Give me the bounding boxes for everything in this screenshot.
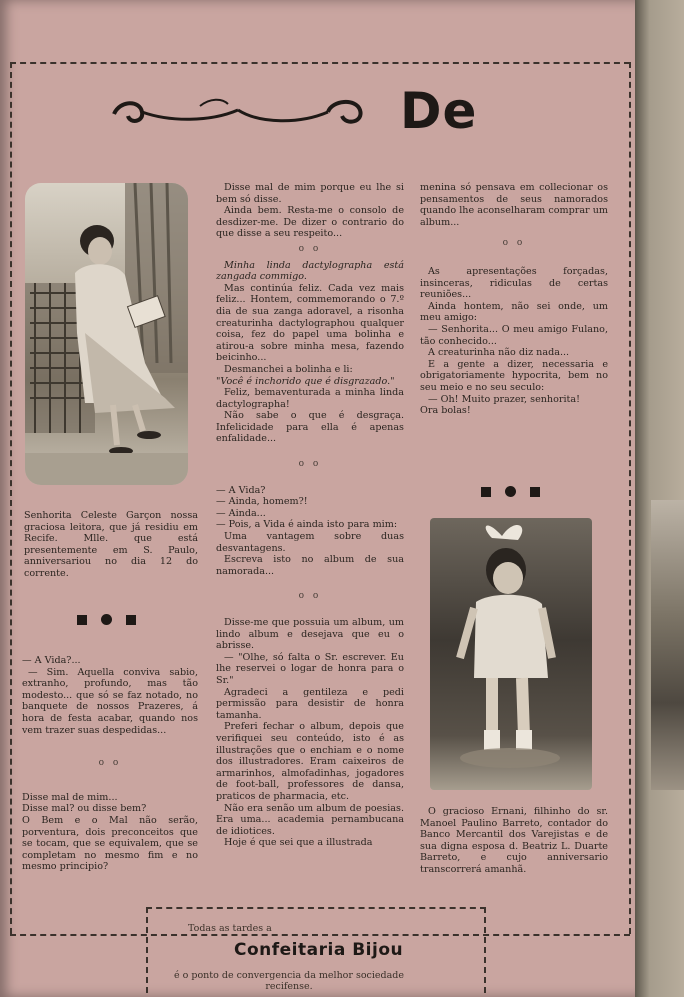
section-heading bbox=[110, 82, 510, 140]
heading-title: De bbox=[400, 82, 478, 140]
caption-celeste: Senhorita Celeste Garçon nossa graciosa leitora, que já residiu em Recife. Mlle. que está presentemente em S. Paulo, anniversariou no dia 12 do corrente. bbox=[24, 510, 198, 579]
ornament-divider-left bbox=[66, 614, 146, 625]
adjacent-page-photo bbox=[651, 500, 684, 790]
frame-right-border bbox=[629, 62, 631, 934]
column-1: — A Vida?... — Sim. Aquella conviva sabio, extranho, profundo, mas tão modesto... que só se faz notado, no banquete de nossos Prazeres, á hora de festa acabar, quando nos vem trazer suas despedidas... o o Disse mal de mim... Disse mal? ou disse bem? O Bem e o Mal não serão, porventura, dois preconceitos que se tocam, que se equivalem, que se completam no mesmo fim e no mesmo principio? bbox=[22, 655, 198, 873]
column-2: Disse mal de mim porque eu lhe si bem só disse. Ainda bem. Resta-me o consolo de desdizer-me. De dizer o contrario do que disse a seu respeito... o o Minha linda dactylographa está zangada commigo. Mas continúa feliz. Cada vez mais feliz... Hontem, commemorando o 7.º dia de sua zanga adoravel, a risonha creaturinha dactylographou qualquer coisa, fez do papel uma bolinha e atirou-a sobre minha mesa, fazendo beicinho... Desmanchei a bolinha e li: "Você é inchorido que é disgrazado." Feliz, bemaventurada a minha linda dactylographa! Não sabe o que é desgraça. Infelicidade para ella é apenas enfalidade... o o — A Vida? — Ainda, homem?! — Ainda... — Pois, a Vida é ainda isto para mim: Uma vantagem sobre duas desvantagens. Escreva isto no album de sua namorada... o o Disse-me que possuia um album, um lindo album e desejava que eu o abrisse. — "Olhe, só falta o Sr. escrever. Eu lhe reservei o logar de honra para o Sr." Agradeci a gentileza e pedi permissão para desistir de honra tamanha. Preferi fechar o album, depois que verifiquei seu conteúdo, isto é as illustrações que o enchiam e o nome dos illustradores. Eram caixeiros de armarinhos, almofadinhas, jogadores de foot-ball, professores de dansa, praticos de pharmacia, etc. Não era senão um album de poesias. Era uma... academia pernambucana de idiotices. Hoje é que sei que a illustrada bbox=[216, 182, 404, 849]
advertisement-box bbox=[146, 907, 486, 993]
ad-shop-name: Confeitaria Bijou bbox=[234, 940, 404, 960]
separator: o o bbox=[298, 243, 322, 254]
separator: o o bbox=[298, 459, 322, 470]
frame-top-border bbox=[10, 62, 630, 64]
ornament-flourish-icon bbox=[110, 96, 370, 132]
adjacent-page-edge bbox=[635, 0, 684, 997]
separator: o o bbox=[502, 238, 526, 249]
ad-line-3: é o ponto de convergencia da melhor sociedade recifense. bbox=[174, 970, 404, 992]
ornament-divider-right bbox=[470, 486, 550, 497]
column-3: menina só pensava em collecionar os pensamentos de seus namorados quando lhe aconselharam comprar um album... o o As apresentações forçadas, insinceras, ridiculas de certas reuniões... Ainda hontem, não sei onde, um meu amigo: — Senhorita... O meu amigo Fulano, tão conhecido... A creaturinha não diz nada... E a gente a dizer, necessaria e obrigatoriamente hypocrita, bem no seu meio e no seu seculo: — Oh! Muito prazer, senhorita! Ora bolas! bbox=[420, 182, 608, 417]
frame-left-border bbox=[10, 62, 12, 934]
separator: o o bbox=[298, 591, 322, 602]
portrait-photo-woman bbox=[25, 183, 188, 485]
ad-line-1: Todas as tardes a bbox=[188, 923, 272, 934]
separator: o o bbox=[98, 758, 122, 769]
caption-ernani: O gracioso Ernani, filhinho do sr. Manoel Paulino Barreto, contador do Banco Mercantil dos Varejistas e de sua digna esposa d. Beatriz L. Duarte Barreto, e cujo anniversario transcorrerá amanhã. bbox=[420, 806, 608, 875]
portrait-photo-child bbox=[430, 518, 592, 790]
